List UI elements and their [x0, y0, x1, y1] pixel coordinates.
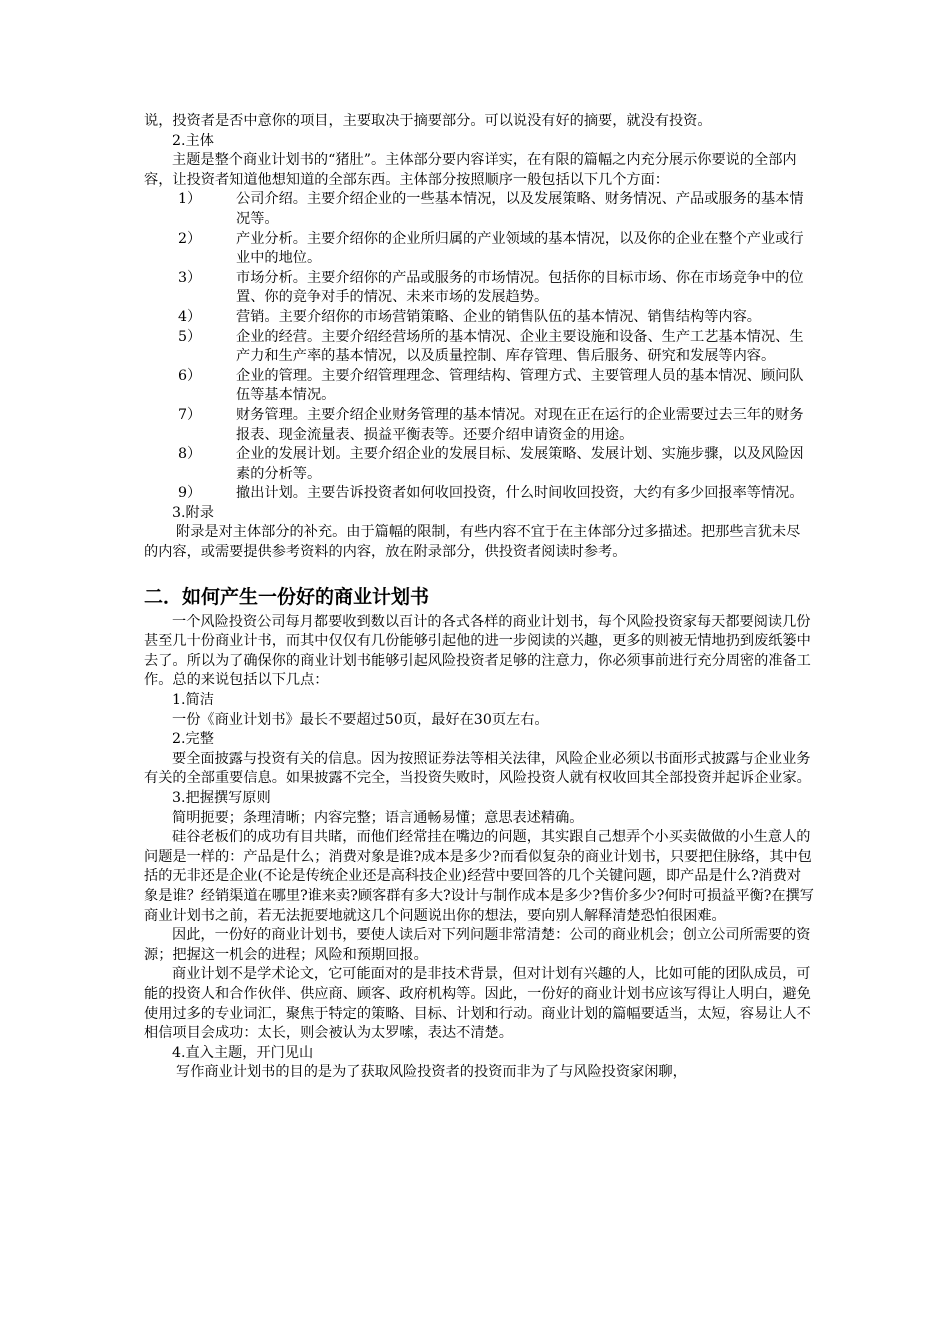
list-item [144, 230, 814, 269]
list-item-number: 6） [178, 367, 202, 384]
paragraph-therefore: 因此，一份好的商业计划书，要使人读后对下列问题非常清楚：公司的商业机会；创立公司所需要的资源；把握这一机会的进程；风险和预期回报。 [144, 927, 811, 963]
list-item-text: 企业的经营。主要介绍经营场所的基本情况、企业主要设施和设备、生产工艺基本情况、生产力和生产率的基本情况，以及质量控制、库存管理、售后服务、研究和发展等内容。 [236, 328, 804, 365]
list-item-text: 产业分析。主要介绍你的企业所归属的产业领域的基本情况，以及你的企业在整个产业或行业中的地位。 [236, 230, 804, 267]
list-item-number: 9） [178, 485, 202, 502]
main-heading: 2.主体 [172, 132, 214, 149]
list-item-text: 营销。主要介绍你的市场营销策略、企业的销售队伍的基本情况、销售结构等内容。 [236, 308, 761, 325]
list-item [144, 269, 814, 308]
list-item-text: 企业的发展计划。主要介绍企业的发展目标、发展策略、发展计划、实施步骤，以及风险因素的分析等。 [236, 446, 804, 482]
list-item-text: 公司介绍。主要介绍企业的一些基本情况，以及发展策略、财务情况、产品或服务的基本情况等。 [236, 191, 804, 227]
list-item [144, 406, 814, 445]
list-item-number: 8） [178, 446, 202, 463]
point-heading-complete: 2.完整 [172, 731, 214, 748]
point-heading-direct: 4.直入主题，开门见山 [172, 1044, 314, 1061]
list-item [144, 328, 814, 367]
list-item-text: 企业的管理。主要介绍管理理念、管理结构、管理方式、主要管理人员的基本情况、顾问队伍等基本情况。 [236, 367, 804, 404]
list-item-number: 5） [178, 328, 202, 345]
list-item-text: 市场分析。主要介绍你的产品或服务的市场情况。包括你的目标市场、你在市场竞争中的位置、你的竞争对手的情况、未来市场的发展趋势。 [236, 269, 804, 306]
appendix-paragraph: 附录是对主体部分的补充。由于篇幅的限制，有些内容不宜于在主体部分过多描述。把那些言犹未尽的内容，或需要提供参考资料的内容，放在附录部分，供投资者阅读时参考。 [144, 524, 801, 561]
paragraph-silicon-valley: 硅谷老板们的成功有目共睹，而他们经常挂在嘴边的问题，其实跟自己想弄个小买卖做做的小生意人的问题是一样的：产品是什么；消费对象是谁?成本是多少?而看似复杂的商业计划书，只要把住脉络，其中包括的无非还是企业(不论是传统企业还是高科技企业)经营中要回答的几个关键问题，即产品是什么?消费对象是谁？经销渠道在哪里?谁来卖?顾客群有多大?设计与制作成本是多少?售价多少?何时可损益平衡?在撰写商业计划书之前，若无法扼要地就这几个问题说出你的想法，要向别人解释清楚恐怕很困难。 [144, 829, 814, 924]
list-item-number: 3） [178, 269, 202, 286]
list-item [144, 445, 814, 484]
list-item-number: 4） [178, 308, 202, 325]
point-text-complete: 要全面披露与投资有关的信息。因为按照证券法等相关法律，风险企业必须以书面形式披露与企业业务有关的全部重要信息。如果披露不完全，当投资失败时，风险投资人就有权收回其全部投资并起诉企业家。 [144, 750, 811, 787]
list-item [144, 190, 814, 229]
list-item-number: 7） [178, 406, 202, 423]
list-item [144, 367, 814, 406]
list-item-text: 撤出计划。主要告诉投资者如何收回投资，什么时间收回投资，大约有多少回报率等情况。 [236, 485, 804, 502]
list-item-text: 财务管理。主要介绍企业财务管理的基本情况。对现在正在运行的企业需要过去三年的财务报表、现金流量表、损益平衡表等。还要介绍申请资金的用途。 [236, 406, 804, 443]
list-item-number: 1） [178, 191, 202, 208]
main-items-list [144, 190, 814, 504]
point-heading-principles: 3.把握撰写原则 [172, 790, 271, 806]
section-title: 二．如何产生一份好的商业计划书 [144, 585, 430, 608]
point-text-concise: 一份《商业计划书》最长不要超过50页，最好在30页左右。 [172, 711, 549, 728]
intro-line: 说，投资者是否中意你的项目，主要取决于摘要部分。可以说没有好的摘要，就没有投资。 [144, 113, 712, 129]
paragraph-not-academic: 商业计划不是学术论文，它可能面对的是非技术背景，但对计划有兴趣的人，比如可能的团队成员，可能的投资人和合作伙伴、供应商、顾客、政府机构等。因此，一份好的商业计划书应该写得让人明白，避免使用过多的专业词汇，聚焦于特定的策略、目标、计划和行动。商业计划的篇幅要适当，太短，容易让人不相信项目会成功：太长，则会被认为太罗嗦，表达不清楚。 [144, 966, 811, 1042]
list-item [144, 484, 814, 504]
point-text-direct: 写作商业计划书的目的是为了获取风险投资者的投资而非为了与风险投资家闲聊， [176, 1064, 687, 1081]
main-paragraph: 主题是整个商业计划书的“猪肚”。主体部分要内容详实，在有限的篇幅之内充分展示你要说的全部内容，让投资者知道他想知道的全部东西。主体部分按照顺序一般包括以下几个方面： [144, 152, 797, 188]
list-item [144, 308, 814, 328]
appendix-heading: 3.附录 [172, 504, 214, 521]
point-heading-concise: 1.简洁 [172, 692, 214, 709]
point-text-principles: 简明扼要；条理清晰；内容完整；语言通畅易懂；意思表述精确。 [172, 809, 584, 826]
list-item-number: 2） [178, 230, 202, 247]
section-intro: 一个风险投资公司每月都要收到数以百计的各式各样的商业计划书，每个风险投资家每天都要阅读几份甚至几十份商业计书，而其中仅仅有几份能够引起他的进一步阅读的兴趣，更多的则被无情地扔到废纸篓中去了。所以为了确保你的商业计划书能够引起风险投资者足够的注意力，你必须事前进行充分周密的准备工作。总的来说包括以下几点： [144, 613, 811, 689]
document-page [144, 112, 814, 1083]
